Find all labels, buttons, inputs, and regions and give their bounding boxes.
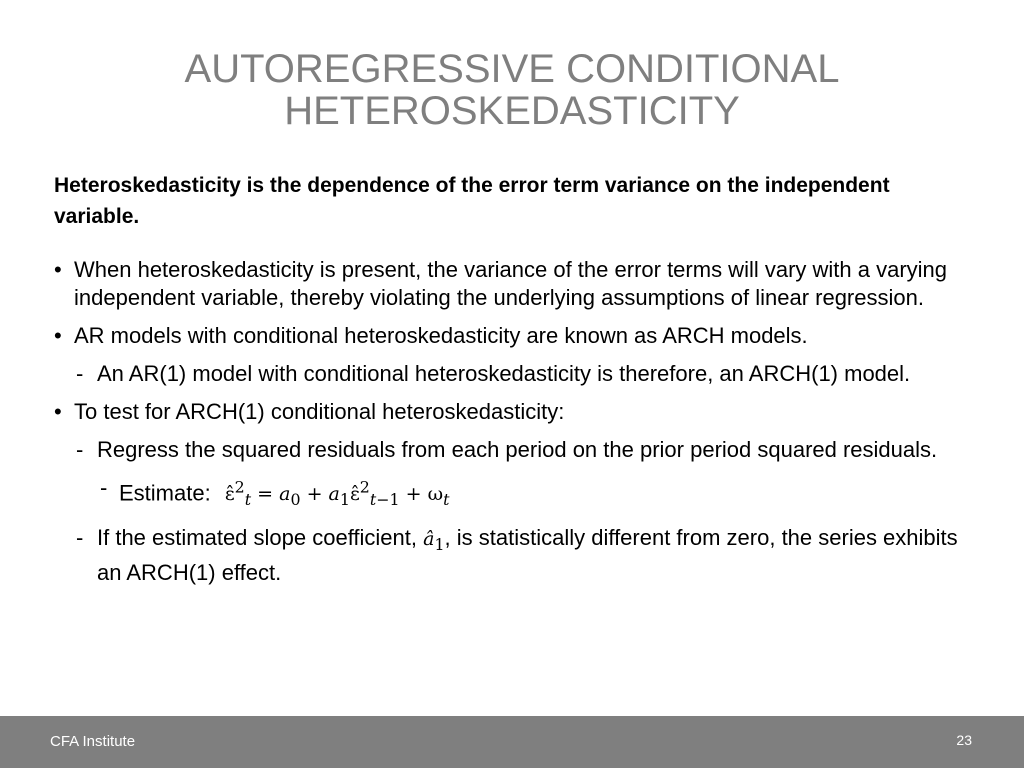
bullet-marker: • [54,399,62,424]
sub-bullet-item [54,360,984,388]
footer-bar [0,716,1024,768]
bullet-item [54,398,984,426]
sub-bullet-marker: - [76,525,84,551]
sub-bullet-marker: - [76,361,84,386]
bullet-text: To test for ARCH(1) conditional heteroskedasticity: [74,399,565,424]
slope-coefficient-symbol: $â_1$ [423,528,445,554]
bullet-text: When heteroskedasticity is present, the variance of the error terms will vary with a varying independent variable, thereby violating the underlying assumptions of linear regression. [74,257,948,310]
bullet-item [54,322,984,350]
slide-title [0,48,1024,132]
sub-sub-bullet-marker: - [100,475,108,500]
bullet-list [54,256,984,597]
sub-bullet-item [54,436,984,464]
sub-sub-bullet-item [54,474,984,514]
sub-bullet-text: An AR(1) model with conditional heteroskedasticity is therefore, an ARCH(1) model. [97,361,911,386]
bullet-marker: • [54,257,62,282]
estimate-label: Estimate: [119,480,211,506]
slide-title-line-1: AUTOREGRESSIVE CONDITIONAL [184,47,840,91]
intro-statement: Heteroskedasticity is the dependence of the error term variance on the independent variable. [54,174,890,228]
sub-bullet-marker: - [76,437,84,462]
bullet-marker: • [54,323,62,348]
arch-equation: ε̂$^2_t$ = $a_0$ + $a_1\varepsilon̂^2_{t-1} + \omega_t$ [224,478,450,510]
sub-bullet-item [54,524,984,587]
sub-bullet-text-after: , is statistically different from zero, the series exhibits an ARCH(1) effect. [97,525,958,585]
bullet-text: AR models with conditional heteroskedasticity are known as ARCH models. [74,323,808,348]
bullet-item [54,256,984,312]
sub-bullet-text: Regress the squared residuals from each period on the prior period squared residuals. [97,437,938,462]
slide-title-line-2: HETEROSKEDASTICITY [284,89,740,133]
footer-brand: CFA Institute [50,733,136,750]
sub-bullet-text-before: If the estimated slope coefficient, [97,525,417,551]
page-number: 23 [956,732,972,748]
